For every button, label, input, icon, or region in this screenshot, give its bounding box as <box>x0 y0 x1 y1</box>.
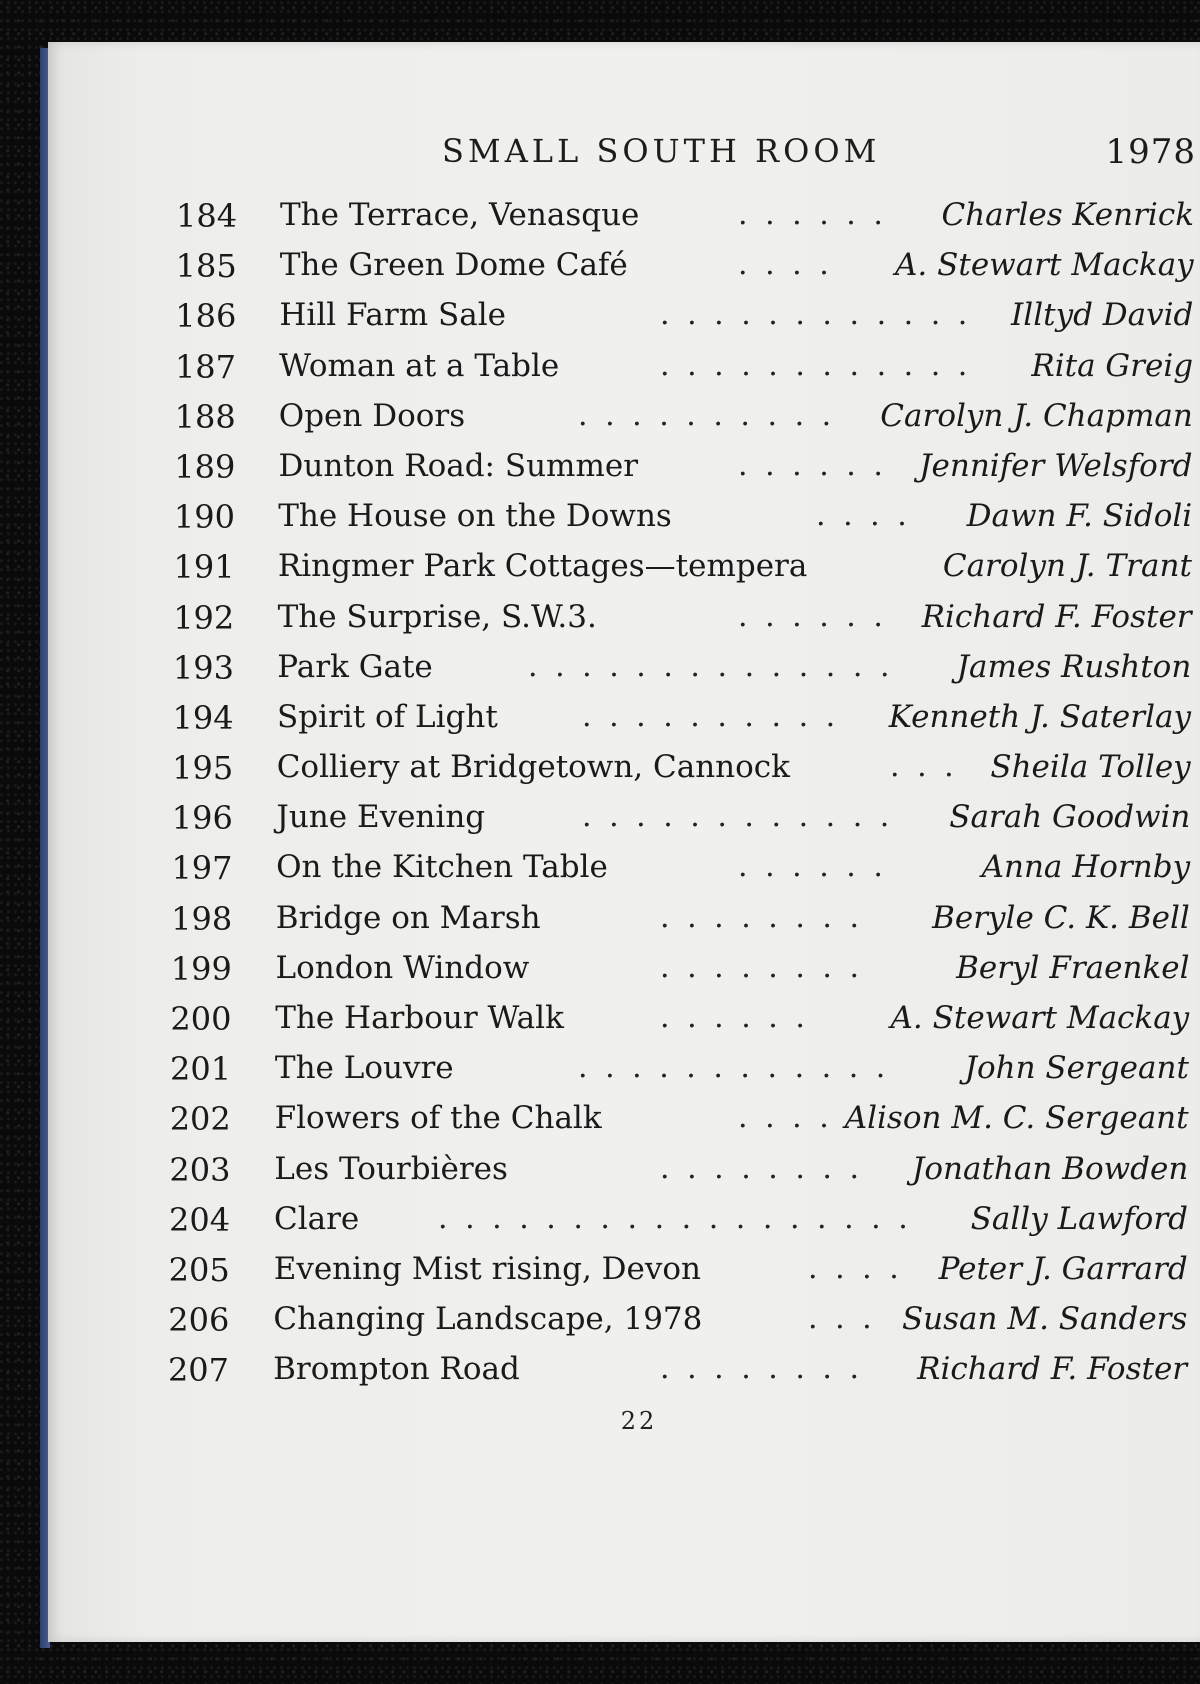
entry-number: 197 <box>171 849 233 888</box>
entry-number: 205 <box>168 1250 230 1289</box>
entry-artist: Jennifer Welsford <box>919 447 1193 484</box>
entry-artist: Sarah Goodwin <box>949 799 1191 836</box>
dot-leader: . . . . . . . . . . . . <box>582 799 894 835</box>
entry-number: 206 <box>168 1301 230 1340</box>
dot-leader: . . . . . . <box>738 598 887 634</box>
entry-title: Hill Farm Sale <box>279 297 506 334</box>
header-year: 1978 <box>1105 132 1196 172</box>
entry-title: The House on the Downs <box>278 498 672 535</box>
catalogue-entry <box>48 741 1200 791</box>
entry-number: 207 <box>167 1351 230 1390</box>
catalogue-entry <box>48 992 1200 1042</box>
dot-leader: . . . . . . . . <box>660 1150 864 1186</box>
dot-leader: . . . . <box>738 1100 833 1136</box>
catalogue-entry <box>48 390 1200 440</box>
entry-artist: Sally Lawford <box>970 1200 1188 1237</box>
entry-number: 188 <box>174 397 236 436</box>
dot-leader: . . . . . . . . . . . . . . <box>528 648 894 684</box>
entry-title: Spirit of Light <box>277 698 498 735</box>
entry-artist: Sheila Tolley <box>990 749 1191 786</box>
entry-artist: Illtyd David <box>1011 297 1194 334</box>
page-header <box>48 120 1200 180</box>
entry-title: Woman at a Table <box>279 347 560 384</box>
entry-artist: James Rushton <box>956 648 1192 685</box>
entry-number: 185 <box>175 247 237 286</box>
catalogue-entry <box>48 1092 1200 1142</box>
catalogue-entry <box>48 1293 1200 1343</box>
dot-leader: . . . . <box>808 1250 903 1286</box>
entry-number: 187 <box>174 347 237 386</box>
entry-title: The Terrace, Venasque <box>280 197 640 233</box>
entry-artist: Alison M. C. Sergeant <box>844 1100 1189 1137</box>
catalogue-entry <box>48 1042 1200 1092</box>
catalogue-entry <box>48 841 1200 891</box>
entry-title: Changing Landscape, 1978 <box>273 1301 703 1338</box>
dot-leader: . . . . . . . . <box>660 899 864 935</box>
entry-number: 202 <box>169 1100 231 1139</box>
entry-artist: A. Stewart Mackay <box>890 1000 1190 1036</box>
entry-number: 186 <box>175 297 237 336</box>
dot-leader: . . . . . . . . . . <box>582 698 840 734</box>
entry-title: Dunton Road: Summer <box>278 447 639 484</box>
entry-artist: Susan M. Sanders <box>901 1301 1188 1338</box>
entry-number: 192 <box>173 598 235 637</box>
catalogue-entry <box>48 1143 1200 1193</box>
dot-leader: . . . . . . . . . . <box>578 397 836 433</box>
entry-artist: A. Stewart Mackay <box>895 247 1194 284</box>
dot-leader: . . . . . . . . . . . . . . . . . . <box>438 1200 912 1236</box>
catalogue-entry <box>48 1193 1200 1243</box>
entry-artist: Kenneth J. Saterlay <box>888 698 1191 735</box>
entry-artist: Peter J. Garrard <box>938 1250 1188 1287</box>
entry-number: 200 <box>170 1000 232 1038</box>
entry-number: 189 <box>174 447 236 486</box>
catalogue-page <box>48 42 1200 1642</box>
page-number: 22 <box>620 1407 658 1435</box>
catalogue-entry <box>48 340 1200 390</box>
entry-number: 204 <box>169 1200 231 1239</box>
entry-artist: Beryle C. K. Bell <box>932 899 1190 936</box>
catalogue-entry <box>48 540 1200 590</box>
entry-title: Colliery at Bridgetown, Cannock <box>276 749 790 786</box>
entry-number: 184 <box>176 197 238 235</box>
dot-leader: . . . . . . . . . . . . <box>660 347 972 383</box>
entry-artist: John Sergeant <box>964 1050 1189 1087</box>
catalogue-entry <box>48 189 1200 239</box>
catalogue-entry <box>48 691 1200 741</box>
entry-title: The Green Dome Café <box>279 247 628 284</box>
catalogue-entry <box>48 1343 1200 1393</box>
entry-title: The Harbour Walk <box>275 1000 564 1036</box>
dot-leader: . . . . . . . . <box>660 1351 864 1387</box>
entry-number: 191 <box>173 548 235 587</box>
catalogue-entry <box>48 1243 1200 1293</box>
entry-title: Les Tourbières <box>274 1150 508 1187</box>
entry-title: Evening Mist rising, Devon <box>273 1250 702 1287</box>
entry-number: 198 <box>171 899 233 938</box>
dot-leader: . . . . <box>738 247 833 283</box>
entry-title: Flowers of the Chalk <box>274 1100 602 1137</box>
entry-title: June Evening <box>276 799 486 836</box>
catalogue-entry <box>48 289 1200 339</box>
dot-leader: . . . . . . <box>738 849 887 885</box>
dot-leader: . . . . . . <box>660 1000 809 1035</box>
entry-title: Park Gate <box>277 648 433 685</box>
catalogue-entry <box>48 490 1200 540</box>
entry-artist: Carolyn J. Trant <box>942 548 1192 585</box>
entry-number: 194 <box>172 698 234 737</box>
entry-artist: Rita Greig <box>1031 347 1194 384</box>
entry-number: 201 <box>170 1050 232 1089</box>
catalogue-entry <box>48 440 1200 490</box>
dot-leader: . . . . . . . . <box>660 949 864 985</box>
entry-number: 196 <box>171 799 233 838</box>
entry-list <box>48 189 1200 1394</box>
entry-title: Clare <box>274 1200 360 1237</box>
entry-title: Open Doors <box>278 397 466 434</box>
entry-title: The Louvre <box>274 1050 454 1087</box>
dot-leader: . . . . . . . . . . . . <box>660 297 972 333</box>
entry-artist: Jonathan Bowden <box>911 1150 1189 1187</box>
dot-leader: . . . . . . . . . . . . <box>578 1050 890 1086</box>
catalogue-entry <box>48 239 1200 289</box>
entry-title: Bridge on Marsh <box>275 899 541 936</box>
entry-title: On the Kitchen Table <box>276 849 608 886</box>
entry-title: Brompton Road <box>273 1351 520 1388</box>
dot-leader: . . . <box>808 1301 876 1337</box>
entry-artist: Carolyn J. Chapman <box>880 397 1193 434</box>
entry-number: 195 <box>172 749 234 788</box>
catalogue-entry <box>48 641 1200 691</box>
entry-artist: Richard F. Foster <box>917 1351 1188 1388</box>
entry-artist: Beryl Fraenkel <box>956 949 1190 986</box>
entry-artist: Dawn F. Sidoli <box>966 498 1193 535</box>
entry-number: 190 <box>173 498 235 537</box>
catalogue-entry <box>48 942 1200 992</box>
section-title: SMALL SOUTH ROOM <box>442 132 881 170</box>
catalogue-entry <box>48 892 1200 942</box>
entry-title: Ringmer Park Cottages—tempera <box>277 548 808 585</box>
dot-leader: . . . <box>890 749 958 785</box>
dot-leader: . . . . <box>816 498 911 534</box>
catalogue-entry <box>48 791 1200 841</box>
entry-artist: Anna Hornby <box>981 849 1191 886</box>
entry-title: London Window <box>275 949 530 986</box>
catalogue-entry <box>48 591 1200 641</box>
entry-title: The Surprise, S.W.3. <box>277 598 597 635</box>
dot-leader: . . . . . . <box>738 197 887 232</box>
dot-leader: . . . . . . <box>738 447 887 483</box>
entry-artist: Charles Kenrick <box>941 197 1194 233</box>
entry-artist: Richard F. Foster <box>921 598 1192 635</box>
entry-number: 193 <box>172 648 234 687</box>
entry-number: 203 <box>169 1150 231 1189</box>
entry-number: 199 <box>170 949 232 988</box>
